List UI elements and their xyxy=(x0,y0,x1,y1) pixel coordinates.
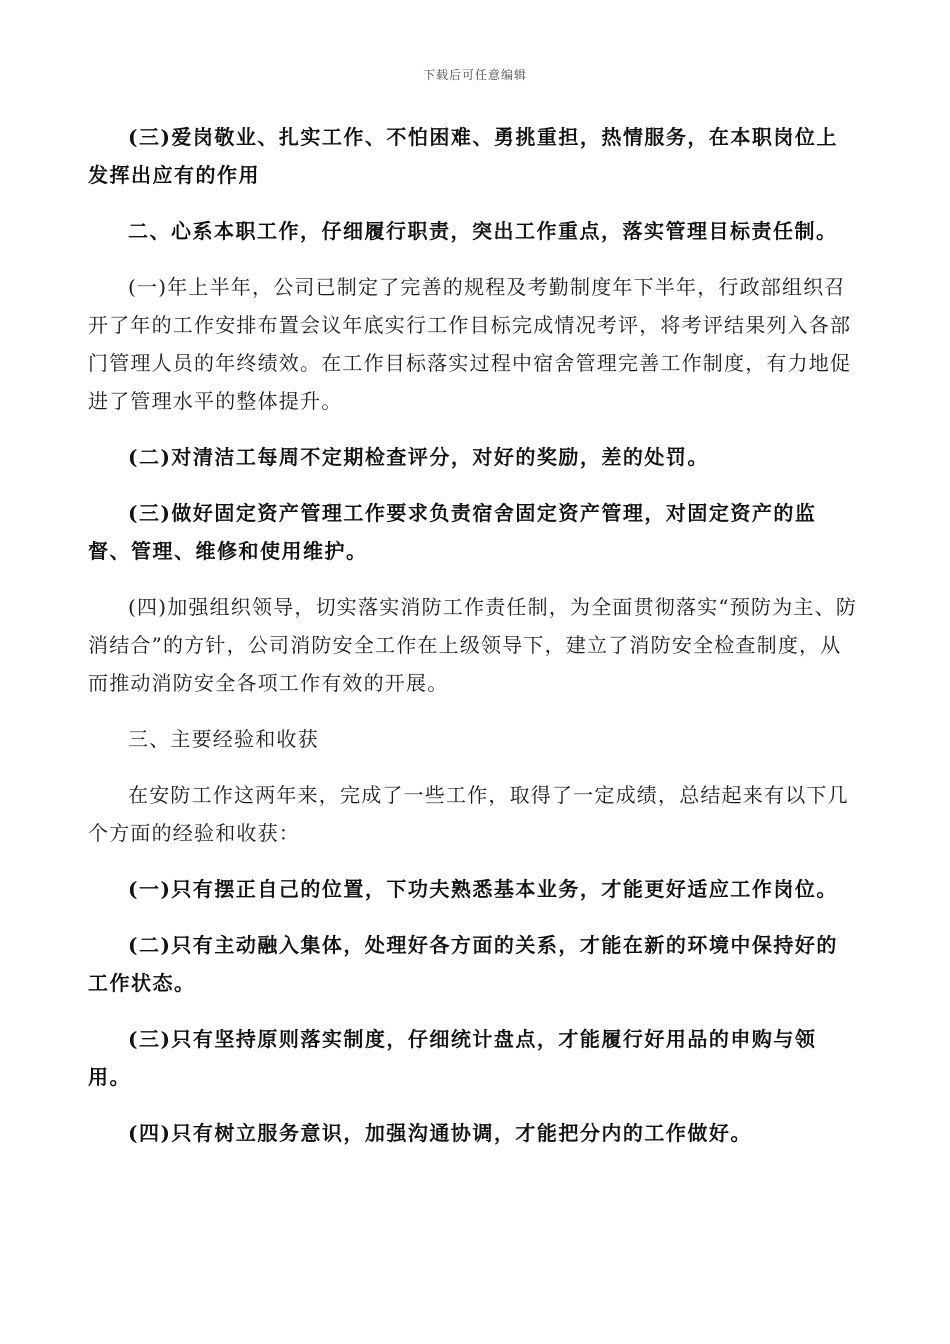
paragraph-11: (三)只有坚持原则落实制度，仔细统计盘点，才能履行好用品的申购与领用。 xyxy=(88,1027,817,1089)
paragraph-9: (一)只有摆正自己的位置，下功夫熟悉基本业务，才能更好适应工作岗位。 xyxy=(128,877,838,901)
paragraph-10: (二)只有主动融入集体，处理好各方面的关系，才能在新的环境中保持好的工作状态。 xyxy=(88,933,838,995)
paragraph-4: (二)对清洁工每周不定期检查评分，对好的奖励，差的处罚。 xyxy=(128,445,709,469)
paragraph-3: (一)年上半年，公司已制定了完善的规程及考勤制度年下半年，行政部组织召开了年的工作安排布置会议年底实行工作目标完成情况考评，将考评结果列入各部门管理人员的年终绩效。在工作目标落实过程中宿舍管理完善工作制度，有力地促进了管理水平的整体提升。 xyxy=(88,275,852,413)
paragraph-6: (四)加强组织领导，切实落实消防工作责任制，为全面贯彻落实“预防为主、防消结合”的方针，公司消防安全工作在上级领导下，建立了消防安全检查制度，从而推动消防安全各项工作有效的开展。 xyxy=(88,595,858,695)
page-header: 下载后可任意编辑 xyxy=(422,68,527,82)
section-heading-3: 三、主要经验和收获 xyxy=(128,727,319,751)
paragraph-1: (三)爱岗敬业、扎实工作、不怕困难、勇挑重担，热情服务，在本职岗位上发挥出应有的作用 xyxy=(88,125,838,187)
document-body xyxy=(88,118,858,1170)
paragraph-5: (三)做好固定资产管理工作要求负责宿舍固定资产管理，对固定资产的监督、管理、维修和使用维护。 xyxy=(88,501,817,563)
paragraph-8: 在安防工作这两年来，完成了一些工作，取得了一定成绩，总结起来有以下几个方面的经验和收获： xyxy=(88,783,849,845)
paragraph-12: (四)只有树立服务意识，加强沟通协调，才能把分内的工作做好。 xyxy=(128,1121,752,1145)
section-heading-2: 二、心系本职工作，仔细履行职责，突出工作重点，落实管理目标责任制。 xyxy=(128,219,838,243)
